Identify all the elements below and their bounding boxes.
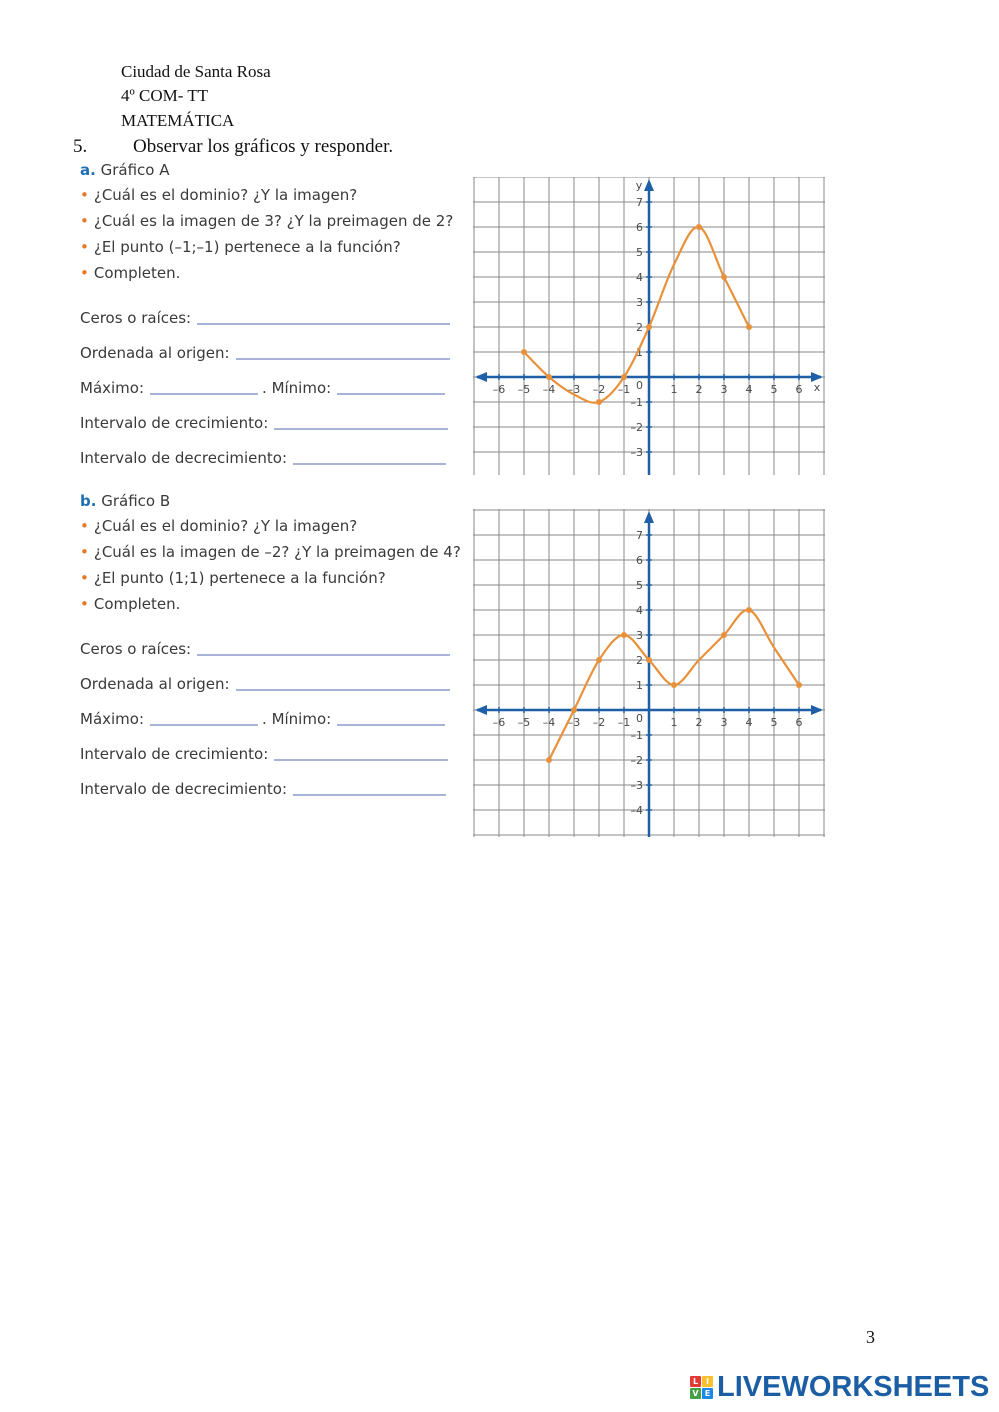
section-b	[80, 489, 460, 802]
ordenada-row	[80, 331, 460, 366]
logo-letter-i: I	[702, 1376, 713, 1387]
school-city: Ciudad de Santa Rosa	[121, 62, 271, 81]
crecimiento-row	[80, 732, 460, 767]
logo-letter-e: E	[702, 1388, 713, 1399]
x-tick-label: –1	[617, 716, 631, 729]
y-axis-arrow	[644, 511, 654, 523]
bullet-icon: •	[80, 543, 89, 561]
bullet-icon: •	[80, 238, 89, 256]
max-min-row	[80, 366, 460, 401]
x-tick-label: 6	[795, 716, 803, 729]
bullet-icon: •	[80, 595, 89, 613]
list-item: • ¿Cuál es el dominio? ¿Y la imagen?	[80, 517, 358, 535]
data-point	[571, 707, 577, 713]
data-point	[746, 607, 752, 613]
decrecimiento-row	[80, 436, 460, 471]
section-b-letter: b.	[80, 492, 97, 510]
logo-letter-l: L	[690, 1376, 701, 1387]
bullet-icon: •	[80, 517, 89, 535]
data-point	[646, 324, 652, 330]
y-tick-label: 4	[636, 271, 643, 284]
y-tick-label: 7	[636, 529, 643, 542]
y-tick-label: 3	[636, 629, 643, 642]
bullet-icon: •	[80, 264, 89, 282]
y-tick-label: 6	[636, 221, 643, 234]
x-axis-arrow-left	[475, 705, 487, 715]
ordenada-blank-a[interactable]	[236, 334, 450, 360]
y-tick-label: 5	[636, 246, 643, 259]
data-point	[721, 274, 727, 280]
data-point	[646, 657, 652, 663]
decrecimiento-label: Intervalo de decrecimiento:	[80, 780, 288, 798]
x-tick-label: 4	[745, 383, 753, 396]
data-point	[596, 399, 602, 405]
exercise-title: Observar los gráficos y responder.	[133, 136, 394, 157]
x-tick-label: –4	[542, 383, 556, 396]
ceros-label: Ceros o raíces:	[80, 640, 192, 658]
x-tick-label: 1	[670, 716, 678, 729]
minimo-blank-b[interactable]	[337, 700, 445, 726]
data-point	[721, 632, 727, 638]
crecimiento-row	[80, 401, 460, 436]
x-tick-label: –6	[492, 716, 506, 729]
max-min-row	[80, 697, 460, 732]
data-point	[546, 374, 552, 380]
x-tick-label: 5	[770, 716, 778, 729]
section-a-heading: Gráfico A	[100, 161, 170, 179]
section-b-title	[80, 489, 460, 513]
y-tick-label: 6	[636, 554, 643, 567]
logo-letter-v: V	[690, 1388, 701, 1399]
list-item: • ¿El punto (–1;–1) pertenece a la función?	[80, 238, 401, 256]
x-tick-label: 4	[745, 716, 753, 729]
data-point	[621, 632, 627, 638]
crecimiento-blank-a[interactable]	[274, 404, 448, 430]
ordenada-label: Ordenada al origen:	[80, 344, 230, 362]
maximo-label: Máximo:	[80, 710, 145, 728]
ordenada-row	[80, 662, 460, 697]
y-tick-label: –1	[630, 729, 643, 742]
section-a-letter: a.	[80, 161, 96, 179]
data-point	[796, 682, 802, 688]
x-tick-label: 1	[670, 383, 678, 396]
maximo-blank-a[interactable]	[150, 369, 258, 395]
ordenada-label: Ordenada al origen:	[80, 675, 230, 693]
data-point	[621, 374, 627, 380]
x-tick-label: –6	[492, 383, 506, 396]
y-tick-label: –2	[630, 754, 643, 767]
y-tick-label: 1	[636, 679, 643, 692]
x-axis-arrow-right	[811, 705, 823, 715]
y-tick-label: 7	[636, 196, 643, 209]
logo-text: LIVEWORKSHEETS	[717, 1370, 990, 1403]
x-axis-label: x	[813, 381, 821, 394]
section-a-title	[80, 158, 460, 182]
x-tick-label: 5	[770, 383, 778, 396]
data-point	[546, 757, 552, 763]
section-a	[80, 158, 460, 471]
data-point	[671, 682, 677, 688]
list-item: • ¿El punto (1;1) pertenece a la función?	[80, 569, 386, 587]
crecimiento-label: Intervalo de crecimiento:	[80, 745, 269, 763]
bullet-icon: •	[80, 212, 89, 230]
minimo-blank-a[interactable]	[337, 369, 445, 395]
bullet-icon: •	[80, 186, 89, 204]
origin-label: 0	[636, 712, 643, 725]
x-tick-label: –1	[617, 383, 631, 396]
minimo-label: . Mínimo:	[262, 710, 332, 728]
ceros-label: Ceros o raíces:	[80, 309, 192, 327]
y-axis-label: y	[635, 179, 643, 192]
data-point	[696, 224, 702, 230]
x-tick-label: –2	[592, 716, 606, 729]
ceros-blank-a[interactable]	[197, 299, 450, 325]
section-b-heading: Gráfico B	[101, 492, 171, 510]
ceros-row	[80, 296, 460, 331]
y-tick-label: –1	[630, 396, 643, 409]
data-point	[596, 657, 602, 663]
x-tick-label: –3	[567, 716, 581, 729]
decrecimiento-row	[80, 767, 460, 802]
x-tick-label: 3	[720, 383, 728, 396]
list-item: • Completen.	[80, 595, 181, 613]
data-point	[746, 324, 752, 330]
x-tick-label: –2	[592, 383, 606, 396]
ceros-row	[80, 627, 460, 662]
x-tick-label: 3	[720, 716, 728, 729]
x-tick-label: –5	[517, 383, 531, 396]
x-tick-label: –4	[542, 716, 556, 729]
x-tick-label: –3	[567, 383, 581, 396]
x-tick-label: –5	[517, 716, 531, 729]
graph-b	[473, 509, 825, 837]
ordenada-blank-b[interactable]	[236, 665, 450, 691]
page-number: 3	[866, 1327, 875, 1347]
decrecimiento-blank-a[interactable]	[293, 439, 446, 465]
ceros-blank-b[interactable]	[197, 630, 450, 656]
y-tick-label: 3	[636, 296, 643, 309]
bullet-icon: •	[80, 569, 89, 587]
crecimiento-label: Intervalo de crecimiento:	[80, 414, 269, 432]
course-label: 4º COM- TT	[121, 86, 209, 105]
x-tick-label: 6	[795, 383, 803, 396]
list-item: • ¿Cuál es el dominio? ¿Y la imagen?	[80, 186, 358, 204]
x-axis-arrow-left	[475, 372, 487, 382]
maximo-label: Máximo:	[80, 379, 145, 397]
y-tick-label: 2	[636, 654, 643, 667]
maximo-blank-b[interactable]	[150, 700, 258, 726]
list-item: • Completen.	[80, 264, 181, 282]
y-tick-label: –4	[630, 804, 643, 817]
exercise-number: 5.	[73, 136, 88, 157]
y-tick-label: –3	[630, 779, 643, 792]
minimo-label: . Mínimo:	[262, 379, 332, 397]
origin-label: 0	[636, 379, 643, 392]
x-tick-label: 2	[695, 716, 703, 729]
decrecimiento-label: Intervalo de decrecimiento:	[80, 449, 288, 467]
y-tick-label: 4	[636, 604, 643, 617]
graph-a	[473, 177, 825, 475]
y-tick-label: 1	[636, 346, 643, 359]
list-item: • ¿Cuál es la imagen de 3? ¿Y la preimagen de 2?	[80, 212, 454, 230]
subject-label: MATEMÁTICA	[121, 111, 235, 130]
data-point	[521, 349, 527, 355]
x-tick-label: 2	[695, 383, 703, 396]
logo-icon	[690, 1376, 713, 1399]
y-tick-label: –3	[630, 446, 643, 459]
decrecimiento-blank-b[interactable]	[293, 770, 446, 796]
y-tick-label: 2	[636, 321, 643, 334]
crecimiento-blank-b[interactable]	[274, 735, 448, 761]
liveworksheets-logo	[690, 1372, 989, 1402]
y-tick-label: –2	[630, 421, 643, 434]
list-item: • ¿Cuál es la imagen de –2? ¿Y la preimagen de 4?	[80, 543, 461, 561]
y-tick-label: 5	[636, 579, 643, 592]
y-axis-arrow	[644, 179, 654, 191]
